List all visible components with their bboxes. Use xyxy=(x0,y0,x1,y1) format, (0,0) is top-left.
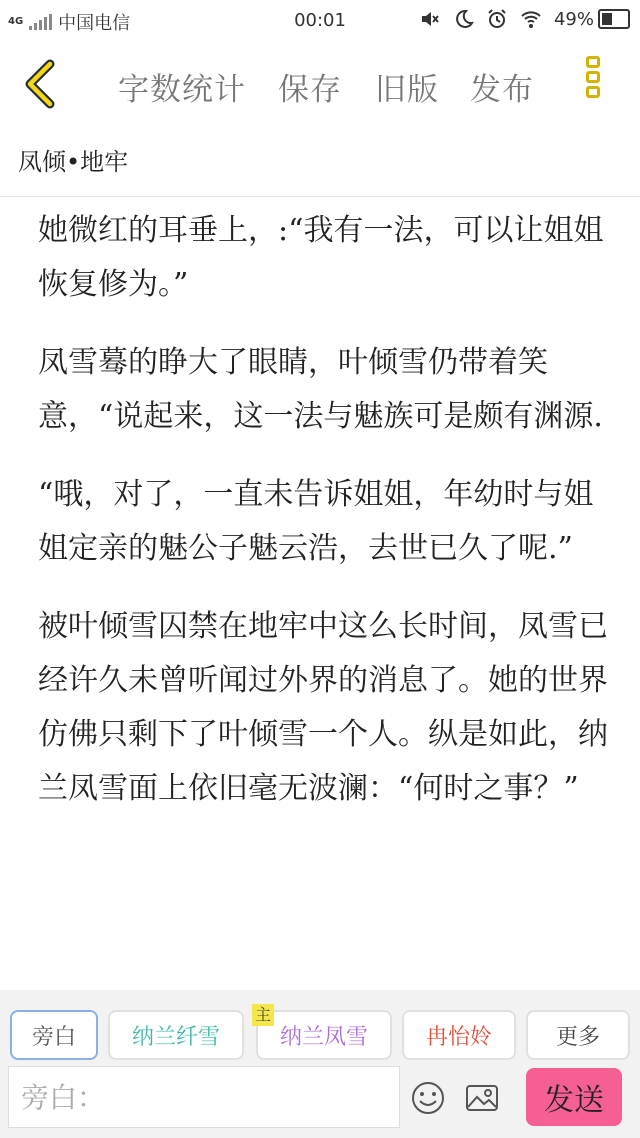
chevron-left-icon[interactable] xyxy=(18,58,64,110)
role-button-2[interactable] xyxy=(255,1005,392,1060)
role-selector-bar xyxy=(0,990,640,1062)
battery-status xyxy=(554,9,630,30)
paragraph[interactable]: 她微红的耳垂上，:“我有一法，可以让姐姐恢复修为。” xyxy=(38,213,604,302)
wifi-icon xyxy=(520,8,542,30)
more-vertical-icon[interactable] xyxy=(584,56,610,112)
status-bar xyxy=(0,0,640,44)
role-button-3[interactable]: 冉怡姈 xyxy=(402,1010,516,1060)
mute-icon xyxy=(418,8,440,30)
main-role-badge: 主 xyxy=(252,1004,274,1026)
emoji-icon[interactable] xyxy=(410,1080,446,1116)
story-content xyxy=(38,204,618,984)
battery-icon xyxy=(598,9,630,29)
divider xyxy=(0,196,640,197)
paragraph[interactable]: 凤雪蓦的睁大了眼睛，叶倾雪仍带着笑意，“说起来，这一法与魅族可是颇有渊源. xyxy=(38,345,603,434)
alarm-icon xyxy=(486,8,508,30)
network-type: 4G xyxy=(8,16,24,27)
moon-icon xyxy=(452,8,474,30)
save-button[interactable]: 保存 xyxy=(278,72,342,108)
old-version-button[interactable]: 旧版 xyxy=(375,72,439,108)
publish-button[interactable]: 发布 xyxy=(470,72,534,108)
status-right xyxy=(418,8,630,30)
paragraph[interactable]: 被叶倾雪囚禁在地牢中这么长时间，凤雪已经许久未曾听闻过外界的消息了。她的世界仿佛只剩下了叶倾雪一个人。纵是如此，纳兰凤雪面上依旧毫无波澜：“何时之事？” xyxy=(38,609,608,806)
role-narrator-button[interactable]: 旁白 xyxy=(10,1010,98,1060)
status-time: 00:01 xyxy=(294,10,346,31)
role-button-2-label: 纳兰凤雪 xyxy=(279,1024,368,1050)
more-roles-button[interactable]: 更多 xyxy=(526,1010,630,1060)
battery-percent: 49% xyxy=(553,8,594,30)
word-count-button[interactable]: 字数统计 xyxy=(118,72,246,108)
message-input[interactable] xyxy=(8,1066,400,1128)
status-left xyxy=(8,9,130,35)
signal-icon xyxy=(29,14,52,30)
editor-toolbar xyxy=(0,44,640,126)
paragraph[interactable]: “哦，对了，一直未告诉姐姐，年幼时与姐姐定亲的魅公子魅云浩，去世已久了呢.” xyxy=(38,477,594,566)
role-button-1[interactable]: 纳兰纤雪 xyxy=(108,1010,244,1060)
image-icon[interactable] xyxy=(464,1080,500,1116)
chapter-title[interactable]: 凤倾•地牢 xyxy=(18,148,129,176)
carrier-name: 中国电信 xyxy=(58,13,131,34)
input-bar xyxy=(0,1062,640,1138)
send-button[interactable]: 发送 xyxy=(526,1068,622,1126)
